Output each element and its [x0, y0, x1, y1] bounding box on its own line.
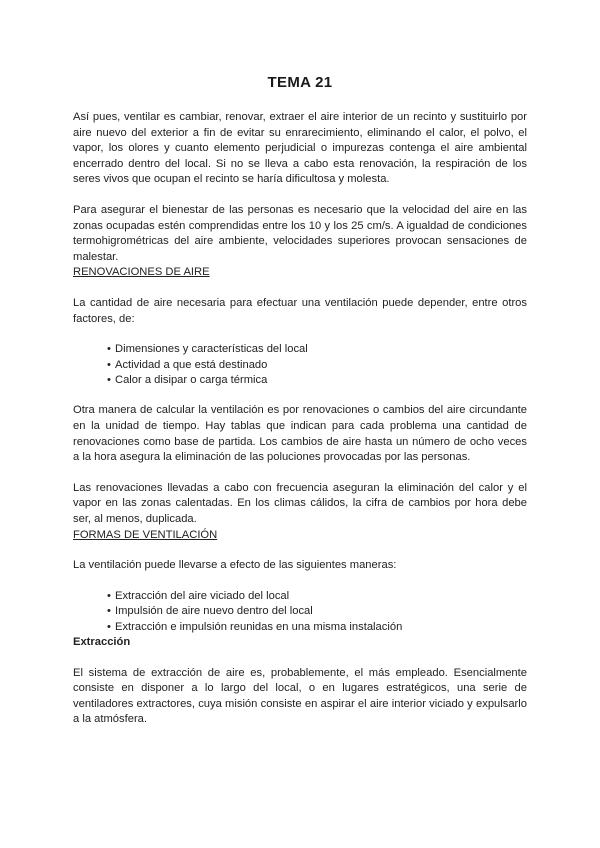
list-item: • Extracción del aire viciado del local — [107, 589, 527, 604]
intro-paragraph: Así pues, ventilar es cambiar, renovar, extraer el aire interior de un recinto y sustituirlo por aire nuevo del exterior a fin de evitar su enrarecimiento, eliminando el calor, el polvo, el vapor, los olores y cuanto elemento perjudicial o impurezas contenga el aire ambiental encerrado dentro del local. Si no se lleva a cabo esta renovación, la respiración de los seres vivos que ocupan el recinto se haría dificultosa y molesta. — [73, 111, 527, 186]
list-item: • Actividad a que está destinado — [107, 358, 527, 373]
air-quantity-paragraph: La cantidad de aire necesaria para efectuar una ventilación puede depender, entre otros factores, de: — [73, 296, 527, 325]
factors-list — [73, 342, 527, 388]
air-velocity-paragraph: Para asegurar el bienestar de las personas es necesario que la velocidad del aire en las zonas ocupadas estén comprendidas entre los 10 y los 25 cm/s. A igualdad de condiciones termohigrométricas del aire ambiente, velocidades superiores provocan sensaciones de malestar. — [73, 203, 527, 263]
list-item: • Calor a disipar o carga térmica — [107, 373, 527, 388]
ventilation-methods-paragraph: La ventilación puede llevarse a efecto de las siguientes maneras: — [73, 559, 397, 572]
bullet-icon: • — [107, 358, 111, 371]
bullet-icon: • — [107, 589, 111, 602]
subheading-extraccion: Extracción — [73, 635, 131, 648]
list-item: • Impulsión de aire nuevo dentro del local — [107, 604, 527, 619]
extraction-paragraph: El sistema de extracción de aire es, probablemente, el más empleado. Esencialmente consiste en disponer a lo largo del local, o en lugares estratégicos, una serie de ventiladores extractores, cuya misión consiste en aspirar el aire interior viciado y expulsarlo a la atmósfera. — [73, 666, 527, 726]
bullet-icon: • — [107, 373, 111, 386]
section-heading-formas: FORMAS DE VENTILACIÓN — [73, 528, 218, 541]
bullet-icon: • — [107, 605, 111, 618]
section-heading-renovaciones: RENOVACIONES DE AIRE — [73, 266, 210, 279]
page-title: TEMA 21 — [267, 74, 333, 91]
list-item: • Extracción e impulsión reunidas en una misma instalación — [107, 620, 527, 635]
methods-list — [73, 589, 527, 635]
list-item: • Dimensiones y características del local — [107, 342, 527, 357]
renewals-paragraph: Otra manera de calcular la ventilación es por renovaciones o cambios del aire circundante en la unidad de tiempo. Hay tablas que indican para cada problema una cantidad de renovaciones como base de partida. Los cambios de aire hasta un número de ocho veces a la hora asegura la eliminación de las poluciones provocadas por las personas. — [73, 404, 527, 464]
frequency-paragraph: Las renovaciones llevadas a cabo con frecuencia aseguran la eliminación del calor y el vapor en las zonas calentadas. En los climas cálidos, la cifra de cambios por hora debe ser, al menos, duplicada. — [73, 481, 527, 525]
bullet-icon: • — [107, 620, 111, 633]
bullet-icon: • — [107, 343, 111, 356]
